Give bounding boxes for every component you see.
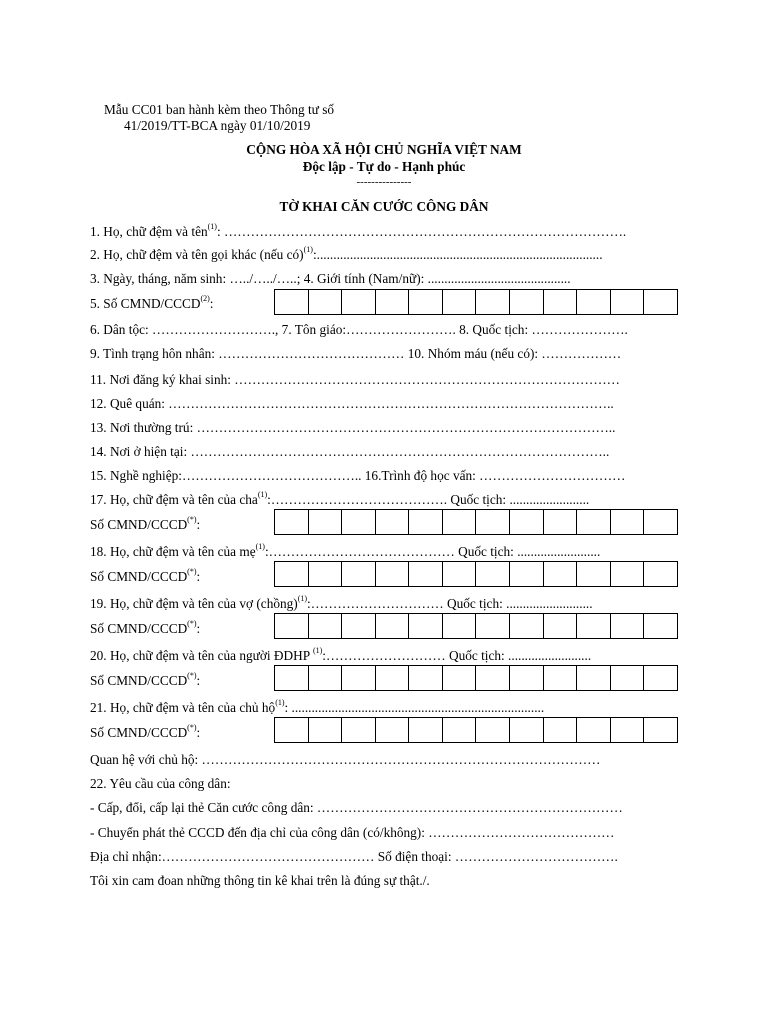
field-birth-gender[interactable]: 3. Ngày, tháng, năm sinh: …../…../…..; 4. Giới tính (Nam/nữ): ........................................... [90, 271, 571, 286]
field-spouse-name[interactable]: 19. Họ, chữ đệm và tên của vợ (chồng)$^{(1)}$:………………………… Quốc tịch: .......................... [90, 594, 593, 611]
field-current-address[interactable]: 14. Nơi ở hiện tại: ………………………………………………………………………………….. [90, 444, 610, 459]
spouse-id-boxes[interactable] [274, 613, 678, 639]
field-full-name[interactable]: 1. Họ, chữ đệm và tên$^{(1)}$: ………………………………………………………………………………. [90, 222, 627, 239]
field-marital-blood[interactable]: 9. Tình trạng hôn nhân: …………………………………… 10. Nhóm máu (nếu có): ……………… [90, 346, 622, 361]
national-title: CỘNG HÒA XÃ HỘI CHỦ NGHĨA VIỆT NAM [246, 142, 522, 157]
section-citizen-request: 22. Yêu cầu của công dân: [90, 776, 231, 791]
field-representative-name[interactable]: 20. Họ, chữ đệm và tên của người ĐDHP $^{(1)}$:……………………… Quốc tịch: ......................... [90, 646, 592, 663]
household-head-id-label: Số CMND/CCCD(*): [90, 723, 201, 740]
mother-id-label: Số CMND/CCCD(*): [90, 567, 201, 584]
pledge-statement: Tôi xin cam đoan những thông tin kê khai trên là đúng sự thật./. [90, 873, 430, 888]
field-ethnicity-religion-nationality[interactable]: 6. Dân tộc: ………………………., 7. Tôn giáo:……………………. 8. Quốc tịch: …………………. [90, 322, 628, 337]
field-id-number-label: 5. Số CMND/CCCD$^{(2)}$: [90, 294, 214, 311]
field-household-head-name[interactable]: 21. Họ, chữ đệm và tên của chủ hộ$^{(1)}$: ............................................................................ [90, 698, 545, 715]
representative-id-boxes[interactable] [274, 665, 678, 691]
representative-id-label: Số CMND/CCCD(*): [90, 671, 201, 688]
field-card-delivery-request[interactable]: - Chuyển phát thẻ CCCD đến địa chỉ của công dân (có/không): …………………………………… [90, 825, 615, 840]
father-id-label: Số CMND/CCCD(*): [90, 515, 201, 532]
field-other-name[interactable]: 2. Họ, chữ đệm và tên gọi khác (nếu có)$^{(1)}$:...................................................................................... [90, 245, 603, 262]
field-birth-registration-place[interactable]: 11. Nơi đăng ký khai sinh: …………………………………………………………………………… [90, 372, 620, 387]
field-hometown[interactable]: 12. Quê quán: ……………………………………………………………………………………….. [90, 396, 614, 411]
father-id-boxes[interactable] [274, 509, 678, 535]
form-circular-note: 41/2019/TT-BCA ngày 01/10/2019 [124, 118, 311, 133]
field-permanent-residence[interactable]: 13. Nơi thường trú: ………………………………………………………………………………….. [90, 420, 616, 435]
field-relation-to-household-head[interactable]: Quan hệ với chủ hộ: ……………………………………………………………………………… [90, 752, 601, 767]
id-number-boxes[interactable] [274, 289, 678, 315]
field-father-name[interactable]: 17. Họ, chữ đệm và tên của cha$^{(1)}$:…………………………………. Quốc tịch: ........................ [90, 490, 590, 507]
form-code-note: Mẫu CC01 ban hành kèm theo Thông tư số [104, 102, 335, 117]
field-delivery-address-phone[interactable]: Địa chỉ nhận:………………………………………… Số điện thoại: ………………………………. [90, 849, 618, 864]
header-divider: --------------- [356, 176, 412, 188]
field-card-issue-request[interactable]: - Cấp, đổi, cấp lại thẻ Căn cước công dân: …………………………………………………………… [90, 800, 623, 815]
field-occupation-education[interactable]: 15. Nghề nghiệp:………………………………….. 16.Trình độ học vấn: …………………………… [90, 468, 626, 483]
national-motto: Độc lập - Tự do - Hạnh phúc [302, 159, 466, 174]
form-title: TỜ KHAI CĂN CƯỚC CÔNG DÂN [279, 199, 489, 214]
mother-id-boxes[interactable] [274, 561, 678, 587]
spouse-id-label: Số CMND/CCCD(*): [90, 619, 201, 636]
field-mother-name[interactable]: 18. Họ, chữ đệm và tên của mẹ$^{(1)}$:…………………………………… Quốc tịch: ......................... [90, 542, 601, 559]
household-head-id-boxes[interactable] [274, 717, 678, 743]
